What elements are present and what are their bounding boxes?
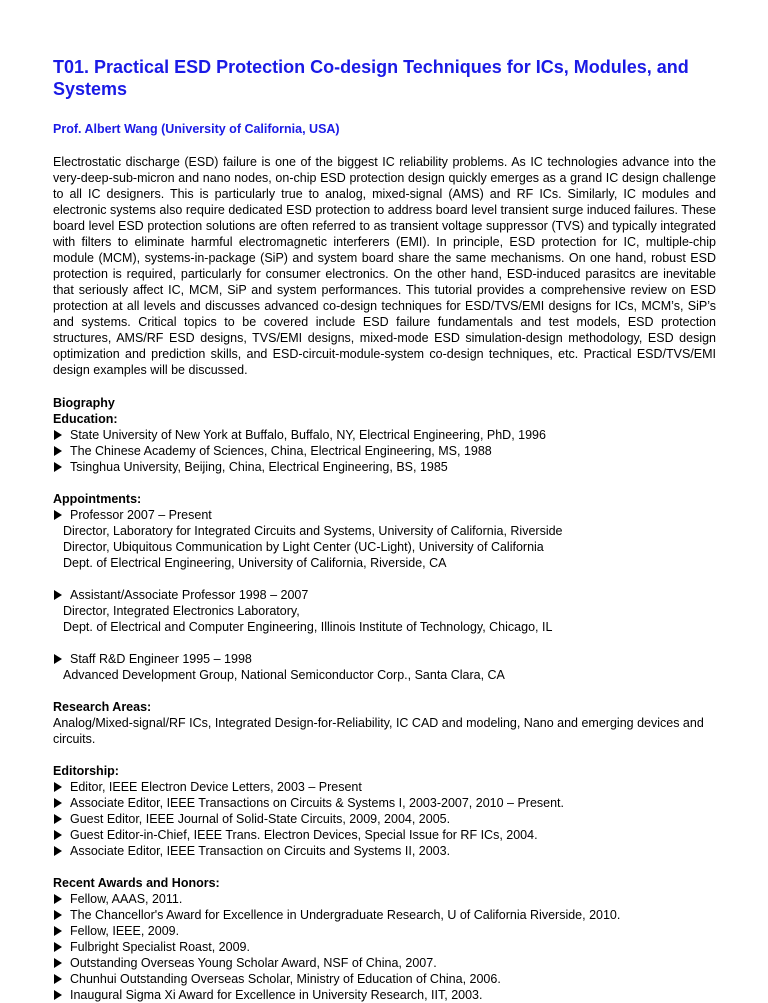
appointment-item (53, 587, 716, 635)
bullet-triangle-icon (54, 430, 62, 440)
list-item: Fellow, IEEE, 2009. (53, 923, 716, 939)
list-item: The Chancellor's Award for Excellence in Undergraduate Research, U of California Riverside, 2010. (53, 907, 716, 923)
bullet-triangle-icon (54, 830, 62, 840)
appointment-line: Director, Integrated Electronics Laboratory, (63, 604, 300, 618)
bullet-triangle-icon (54, 926, 62, 936)
appointments-heading: Appointments: (53, 492, 142, 506)
appointment-title: Professor 2007 – Present (70, 508, 212, 522)
research-heading: Research Areas: (53, 700, 152, 714)
biography-heading: Biography (53, 396, 115, 410)
bullet-triangle-icon (54, 846, 62, 856)
awards-section (53, 875, 716, 1003)
bullet-triangle-icon (54, 958, 62, 968)
appointment-line: Advanced Development Group, National Semiconductor Corp., Santa Clara, CA (63, 668, 505, 682)
list-item: Outstanding Overseas Young Scholar Award, NSF of China, 2007. (53, 955, 716, 971)
research-section (53, 699, 716, 747)
list-item: Tsinghua University, Beijing, China, Electrical Engineering, BS, 1985 (53, 459, 716, 475)
list-item: Fulbright Specialist Roast, 2009. (53, 939, 716, 955)
education-heading: Education: (53, 412, 118, 426)
appointment-line: Dept. of Electrical and Computer Engineering, Illinois Institute of Technology, Chicago, IL (63, 620, 553, 634)
bullet-triangle-icon (54, 894, 62, 904)
appointment-title: Staff R&D Engineer 1995 – 1998 (70, 652, 252, 666)
bullet-triangle-icon (54, 462, 62, 472)
bullet-triangle-icon (54, 798, 62, 808)
bullet-triangle-icon (54, 446, 62, 456)
bullet-triangle-icon (54, 990, 62, 1000)
editorship-list (53, 779, 716, 859)
appointment-line: Director, Laboratory for Integrated Circuits and Systems, University of California, Riverside (63, 524, 563, 538)
list-item: Associate Editor, IEEE Transactions on Circuits & Systems I, 2003-2007, 2010 – Present. (53, 795, 716, 811)
bullet-triangle-icon (54, 814, 62, 824)
appointment-item (53, 507, 716, 571)
awards-list (53, 891, 716, 1003)
document-page (53, 56, 716, 1003)
appointment-item (53, 651, 716, 683)
list-item: Fellow, AAAS, 2011. (53, 891, 716, 907)
appointment-title: Assistant/Associate Professor 1998 – 2007 (70, 588, 309, 602)
bullet-triangle-icon (54, 510, 62, 520)
bullet-triangle-icon (54, 654, 62, 664)
list-item: The Chinese Academy of Sciences, China, Electrical Engineering, MS, 1988 (53, 443, 716, 459)
list-item: Inaugural Sigma Xi Award for Excellence in University Research, IIT, 2003. (53, 987, 716, 1003)
document-title: T01. Practical ESD Protection Co-design Techniques for ICs, Modules, and Systems (53, 57, 689, 99)
bullet-triangle-icon (54, 942, 62, 952)
list-item: Guest Editor-in-Chief, IEEE Trans. Electron Devices, Special Issue for RF ICs, 2004. (53, 827, 716, 843)
education-list (53, 427, 716, 475)
bullet-triangle-icon (54, 782, 62, 792)
abstract-paragraph: Electrostatic discharge (ESD) failure is one of the biggest IC reliability problems. As IC technologies advance into the very-deep-sub-micron and nano nodes, on-chip ESD protection design quickly emerges as a grand IC design challenge to all IC designers. This is particularly true to analog, mixed-signal (AMS) and RF ICs. Similarly, IC modules and electronic systems also require dedicated ESD protection to address board level transient surge induced failures. These board level ESD protection solutions are often referred to as transient voltage suppressor (TVS) and typically integrated with filters to eliminate harmful electromagnetic interferers (EMI). In principle, ESD protection for IC, multiple-chip module (MCM), systems-in-package (SiP) and system board share the same mechanisms. On one hand, robust ESD protection is required, particularly for consumer electronics. On the other hand, ESD-induced parasitcs are inevitable that seriously affect IC, MCM, SiP and system performances. This tutorial provides a comprehensive review on ESD protection at all levels and discusses advanced co-design techniques for ESD/TVS/EMI designs for ICs, MCM’s, SiP’s and systems. Critical topics to be covered include ESD failure fundamentals and test models, ESD protection structures, AMS/RF ESD designs, TVS/EMI designs, mixed-mode ESD simulation-design methodology, ESD design optimization and prediction skills, and ESD-circuit-module-system co-design techniques, etc. Practical ESD/TVS/EMI design examples will be discussed. (53, 155, 716, 377)
list-item: Editor, IEEE Electron Device Letters, 2003 – Present (53, 779, 716, 795)
list-item: State University of New York at Buffalo, Buffalo, NY, Electrical Engineering, PhD, 1996 (53, 427, 716, 443)
bullet-triangle-icon (54, 590, 62, 600)
list-item: Associate Editor, IEEE Transaction on Circuits and Systems II, 2003. (53, 843, 716, 859)
bullet-triangle-icon (54, 910, 62, 920)
appointment-line: Dept. of Electrical Engineering, University of California, Riverside, CA (63, 556, 447, 570)
awards-heading: Recent Awards and Honors: (53, 876, 220, 890)
research-text: Analog/Mixed-signal/RF ICs, Integrated Design-for-Reliability, IC CAD and modeling, Nano and emerging devices and circuits. (53, 716, 704, 746)
bullet-triangle-icon (54, 974, 62, 984)
author-line: Prof. Albert Wang (University of California, USA) (53, 122, 340, 136)
list-item: Chunhui Outstanding Overseas Scholar, Ministry of Education of China, 2006. (53, 971, 716, 987)
editorship-section (53, 763, 716, 859)
editorship-heading: Editorship: (53, 764, 119, 778)
education-section (53, 395, 716, 475)
list-item: Guest Editor, IEEE Journal of Solid-State Circuits, 2009, 2004, 2005. (53, 811, 716, 827)
appointments-section (53, 491, 716, 683)
appointment-line: Director, Ubiquitous Communication by Light Center (UC-Light), University of California (63, 540, 544, 554)
